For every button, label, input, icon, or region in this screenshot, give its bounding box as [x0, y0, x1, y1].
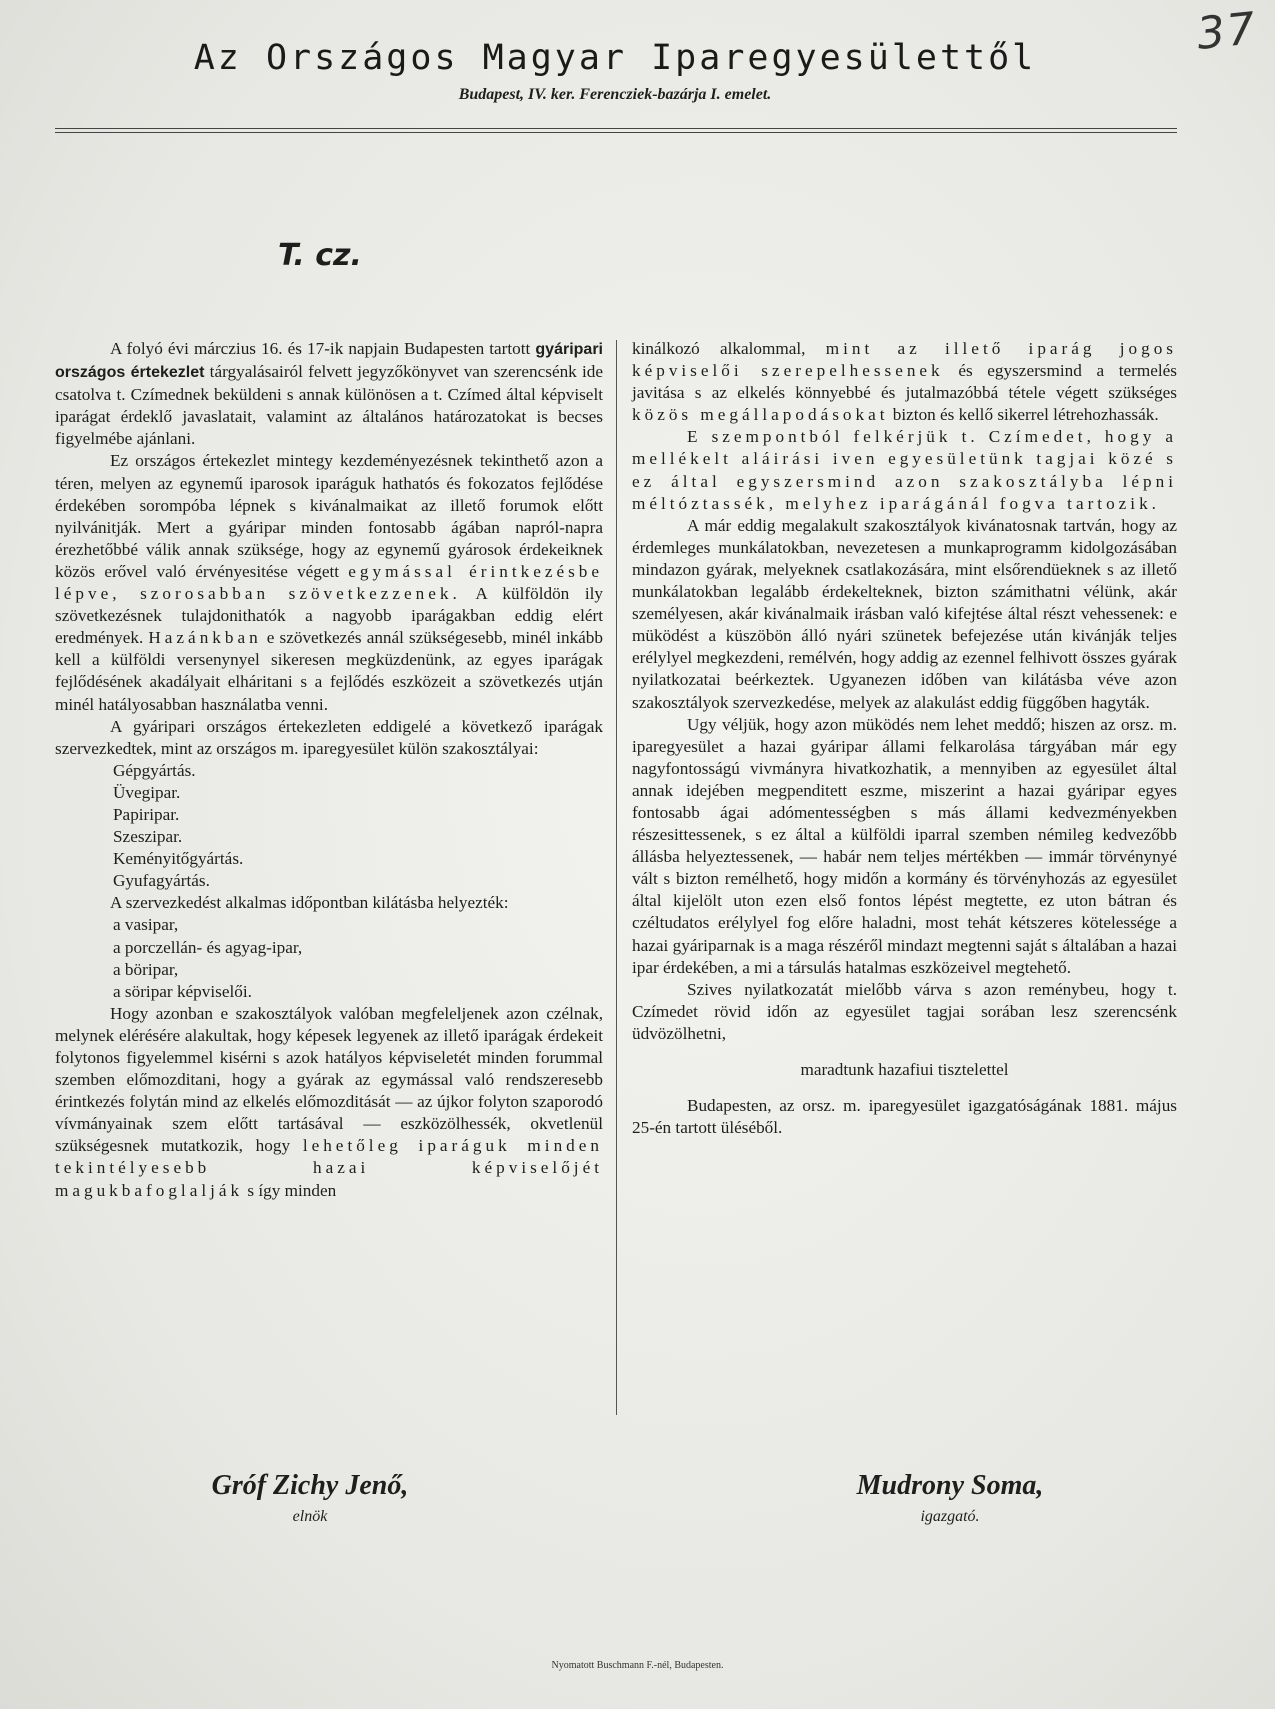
spaced-text: egymással érintkezésbe lépve, szorosabban szövetkezzenek. [55, 561, 603, 604]
spaced-text: Hazánkban [148, 628, 262, 648]
list-item: a porczellán- és agyag-ipar, [113, 937, 303, 957]
text-run: Ez országos értekezlet mintegy kezdeményezésnek tekinthető azon a téren, melyen az egynemű iparosok iparáguk hathatós és fokozatos fejlődése érdekében sorompóba lépnek s kivánalmaikat az illető forumok előtt nyilvánitják. Mert a gyáripar minden fontosabb ágában napról-napra érezhetőbbé válik annak szüksége, hogy az egynemű gyárosok érdekeiknek közös erővel való érvényesitése végett [55, 451, 603, 581]
signer-name: Mudrony Soma, [856, 1470, 1044, 1501]
signer-role: elnök [292, 1508, 328, 1525]
left-column [55, 338, 603, 1202]
organization-address: Budapest, IV. ker. Ferencziek-bazárja I. emelet. [458, 86, 772, 103]
text-run: A külföldön ily szövetkezésnek tulajdonithatók a nagyobb iparágakban eddig elért eredmények. [55, 584, 603, 648]
paragraph [55, 450, 603, 715]
paragraph [55, 338, 603, 450]
paragraph [55, 1003, 603, 1202]
signer-name: Gróf Zichy Jenő, [211, 1470, 409, 1501]
list-item: Keményitőgyártás. [113, 849, 244, 869]
list-item: a söripar képviselői. [113, 981, 252, 1001]
spaced-text: mint az illető iparág jogos képviselői szerepelhessenek [632, 339, 1177, 381]
bold-text: gyáripari országos értekezlet [55, 341, 603, 382]
paragraph [632, 338, 1177, 426]
salutation: T. cz. [278, 238, 362, 273]
list-item: Szeszipar. [113, 827, 183, 847]
paragraph: E szempontból felkérjük t. Czímedet, hogy a mellékelt aláirási iven egyesületünk tagjai közé s ez által egyszersmind azon szakosztályba lépni méltóztassék, melyhez iparágánál fogva tartozik. [632, 427, 1177, 513]
list-item: Gyufagyártás. [113, 871, 210, 891]
signer-role: igazgató. [920, 1508, 980, 1525]
handwritten-page-number: 37 [1194, 3, 1260, 60]
list-item: Üvegipar. [113, 782, 181, 802]
text-run: és egyszersmind a termelés javitása s az elkelés könnyebbé és jutalmazóbbá tétele végett szükséges [632, 361, 1177, 403]
header-divider [55, 128, 1177, 133]
text-run: e szövetkezés annál szükségesebb, minél inkább kell a külföldi versenynyel sikeresen megküzdenünk, az egyes iparágak fejlődésének akadályait elháritani s a fejlődés eszközeit a szövetkezés utján minél hatályosabban használatba venni. [55, 628, 603, 714]
signature-president [150, 1470, 470, 1526]
text-run: Hogy azonban e szakosztályok valóban megfeleljenek azon czélnak, melynek elérésére alakultak, hogy képesek legyenek az illető iparágak érdekeit folytonos figyelemmel kisérni s azok hatályos képviseletét minden forummal szemben előmozditani, hogy a gyárak az egymással való rendszeresebb érintkezés folytán mind az elkelés előmozditását — az újkor folyton szaporodó vívmányainak szem előtt tartásával — eszközölhessék, okvetlenül szükségesnek mutatkozik, hogy [55, 1003, 603, 1156]
paragraph: A gyáripari országos értekezleten eddigelé a következő iparágak szervezkedtek, mint az országos m. iparegyesület külön szakosztályai: [55, 716, 603, 758]
paragraph: A már eddig megalakult szakosztályok kivánatosnak tartván, hogy az érdemleges munkálatokban, nevezetesen a munkaprogramm kidolgozásában mindazon gyárak, melyeknek csatlakozására, mint elsőrendüeknek s az illető munkálatokban legalább érdekelteknek, bizton számithatni vélünk, akár személyesen, akár kivánalmaik irásban való kifejtése által részt vehessenek: e müködést a küszöbön álló nyári szünetek befejezése után kivánják teljes erélylyel megkezdeni, remélvén, hogy addig az ezennel felhivott összes gyárak nyilatkozatai beérkeztek. Ugyanezen időben van kilátásba véve azon szakosztályok szervezkedése, melyek az alakulást eddig függőben hagyták. [632, 515, 1177, 712]
text-run: bizton és kellő sikerrel létrehozhassák. [888, 405, 1159, 425]
signature-director [790, 1470, 1110, 1526]
organization-title: Az Országos Magyar Iparegyesülettől [193, 38, 1037, 78]
text-run: tárgyalásairól felvett jegyzőkönyvet van szerencsénk ide csatolva t. Czímednek beküldeni s annak különösen a t. Czímed által képviselt iparágat érdeklő javaslatait, valamint az általános határozatokat is becses figyelmébe ajánlani. [55, 362, 603, 449]
industry-list [55, 760, 603, 893]
list-item: a böripar, [113, 959, 179, 979]
spaced-text: közös megállapodásokat [632, 405, 889, 425]
text-run: s így minden [243, 1180, 337, 1200]
planned-industry-list [55, 914, 603, 1002]
paragraph: Szives nyilatkozatát mielőbb várva s azon reménybeu, hogy t. Czímedet rövid időn az egyesület tagjai sorában lesz szerencsénk üdvözölhetni, [632, 979, 1177, 1043]
list-item: a vasipar, [113, 915, 179, 935]
closing-line: maradtunk hazafiui tisztelettel [800, 1060, 1009, 1079]
column-divider [616, 340, 617, 1415]
list-item: Gépgyártás. [113, 760, 196, 780]
right-column [632, 338, 1177, 1139]
place-date: Budapesten, az orsz. m. iparegyesület igazgatóságának 1881. május 25-én tartott üléséből. [632, 1096, 1177, 1138]
letterhead [55, 38, 1175, 104]
printer-imprint: Nyomatott Buschmann F.-nél, Budapesten. [551, 1660, 724, 1671]
text-run: A folyó évi márczius 16. és 17-ik napjain Budapesten tartott [110, 339, 536, 358]
list-item: Papiripar. [113, 804, 180, 824]
text-run: kinálkozó alkalommal, [632, 339, 826, 358]
paragraph: A szervezkedést alkalmas időpontban kilátásba helyezték: [110, 893, 509, 913]
spaced-text: lehetőleg iparáguk minden tekintélyesebb hazai képviselőjét magukbafoglalják [55, 1136, 603, 1200]
paragraph: Ugy véljük, hogy azon müködés nem lehet meddő; hiszen az orsz. m. iparegyesület a hazai gyáripar állami felkarolása tárgyában már egy nagyfontosságú vivmányra hivatkozhatik, a mennyiben az egyesület által annak idejében megpenditett eszme, miszerint a hazai gyáripar egyes fontosabb ágai adómentességben s más állami kedvezményekben részesittessenek, s ez által a külföldi iparral szemben némileg kedvezőbb állásba helyeztessenek, — habár nem teljes mértékben — immár törvénynyé vált s bizton remélhető, hogy midőn a kormány és törvényhozás az egyesület által kijelölt uton ezen első fontos lépést megtette, ez uton bátran és czéltudatos erélylyel fog előre haladni, most tehát kétszeres kötelessége a hazai gyáriparnak is a maga részéről mindazt megtenni saját s általában a hazai ipar érdekében, a mi a társulás hatalmas eszközeivel megtehető. [632, 714, 1177, 977]
